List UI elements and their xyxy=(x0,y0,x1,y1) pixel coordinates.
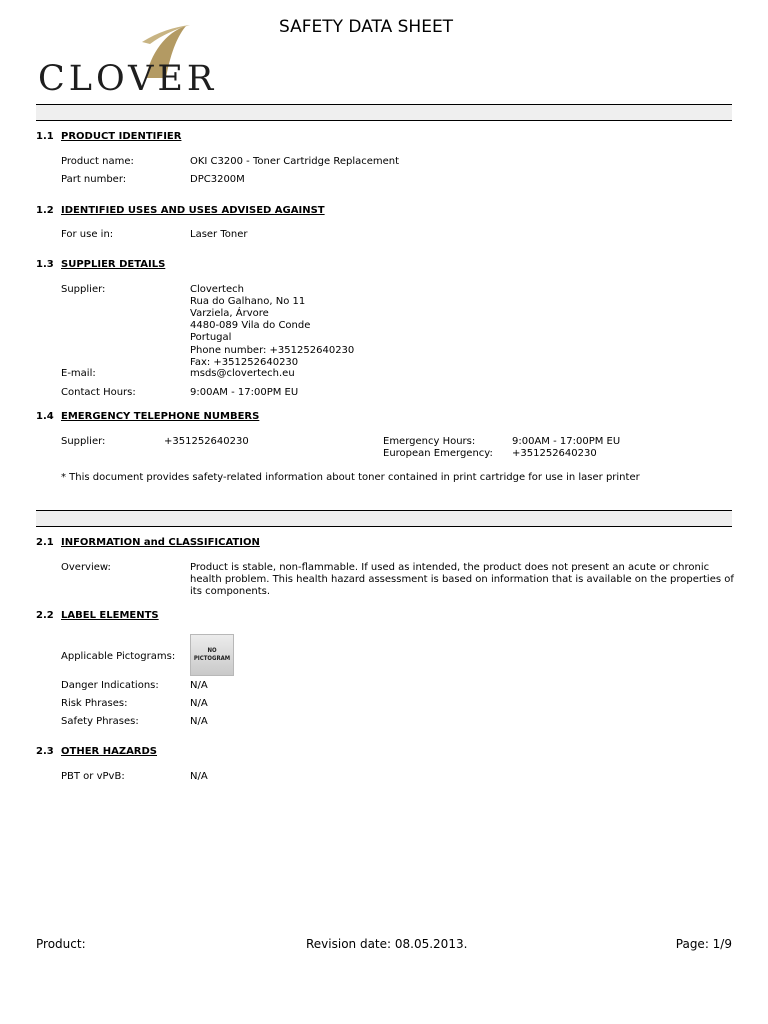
contact-hours-value: 9:00AM - 17:00PM EU xyxy=(190,387,299,398)
clover-logo xyxy=(38,20,228,99)
section-number: 1.4 xyxy=(36,411,54,422)
emergency-hours-value: 9:00AM - 17:00PM EU xyxy=(512,436,621,447)
safety-phrases-label: Safety Phrases: xyxy=(61,716,139,727)
section-title: PRODUCT IDENTIFIER xyxy=(61,131,182,142)
overview-label: Overview: xyxy=(61,562,111,573)
supplier-address-line: Rua do Galhano, No 11 xyxy=(190,296,306,307)
supplier-fax: Fax: +351252640230 xyxy=(190,357,299,368)
pictogram-text-line: NO xyxy=(207,647,217,654)
risk-phrases-value: N/A xyxy=(190,698,208,709)
section-title: LABEL ELEMENTS xyxy=(61,610,159,621)
pbt-vpvb-label: PBT or vPvB: xyxy=(61,771,125,782)
section-number: 1.2 xyxy=(36,205,54,216)
footer-product: Product: xyxy=(36,937,86,951)
contact-hours-label: Contact Hours: xyxy=(61,387,136,398)
supplier-address-line: Varziela, Árvore xyxy=(190,308,269,319)
supplier-address-line: Portugal xyxy=(190,332,232,343)
european-emergency-label: European Emergency: xyxy=(383,448,493,459)
section-title: IDENTIFIED USES AND USES ADVISED AGAINST xyxy=(61,205,325,216)
logo-wordmark: CLOVER xyxy=(38,59,218,99)
emergency-supplier-value: +351252640230 xyxy=(164,436,249,447)
section-title: EMERGENCY TELEPHONE NUMBERS xyxy=(61,411,260,422)
supplier-address-line: 4480-089 Vila do Conde xyxy=(190,320,311,331)
danger-indications-label: Danger Indications: xyxy=(61,680,159,691)
emergency-supplier-label: Supplier: xyxy=(61,436,106,447)
supplier-phone: Phone number: +351252640230 xyxy=(190,345,355,356)
pictograms-label: Applicable Pictograms: xyxy=(61,651,176,662)
no-pictogram-image xyxy=(190,634,234,676)
email-label: E-mail: xyxy=(61,368,96,379)
footer-page-number: Page: 1/9 xyxy=(675,937,732,951)
for-use-in-value: Laser Toner xyxy=(190,229,248,240)
supplier-address-line: Clovertech xyxy=(190,284,244,295)
section-title: OTHER HAZARDS xyxy=(61,746,158,757)
section-title: SUPPLIER DETAILS xyxy=(61,259,166,270)
document-scope-note: * This document provides safety-related information about toner contained in print cartridge for use in laser printer xyxy=(61,472,640,483)
part-number-value: DPC3200M xyxy=(190,174,245,185)
footer-revision-date: Revision date: 08.05.2013. xyxy=(306,937,468,951)
danger-indications-value: N/A xyxy=(190,680,208,691)
product-name-value: OKI C3200 - Toner Cartridge Replacement xyxy=(190,156,400,167)
supplier-label: Supplier: xyxy=(61,284,106,295)
emergency-hours-label: Emergency Hours: xyxy=(383,436,476,447)
email-value: msds@clovertech.eu xyxy=(190,368,295,379)
product-name-label: Product name: xyxy=(61,156,134,167)
pictogram-text-line: PICTOGRAM xyxy=(193,655,231,662)
overview-text: Product is stable, non-flammable. If used as intended, the product does not present an acute or chronic health problem. This health hazard assessment is based on information that is available on the properties of its components. xyxy=(190,562,734,597)
pbt-vpvb-value: N/A xyxy=(190,771,208,782)
section-header-band xyxy=(36,104,732,121)
part-number-label: Part number: xyxy=(61,174,127,185)
section-number: 1.1 xyxy=(36,131,54,142)
risk-phrases-label: Risk Phrases: xyxy=(61,698,128,709)
european-emergency-value: +351252640230 xyxy=(512,448,597,459)
section-number: 2.3 xyxy=(36,746,54,757)
section-number: 1.3 xyxy=(36,259,54,270)
document-title: SAFETY DATA SHEET xyxy=(279,17,454,37)
safety-phrases-value: N/A xyxy=(190,716,208,727)
section-number: 2.1 xyxy=(36,537,54,548)
for-use-in-label: For use in: xyxy=(61,229,114,240)
section-number: 2.2 xyxy=(36,610,54,621)
section-title: INFORMATION and CLASSIFICATION xyxy=(61,537,260,548)
section-header-band xyxy=(36,510,732,527)
